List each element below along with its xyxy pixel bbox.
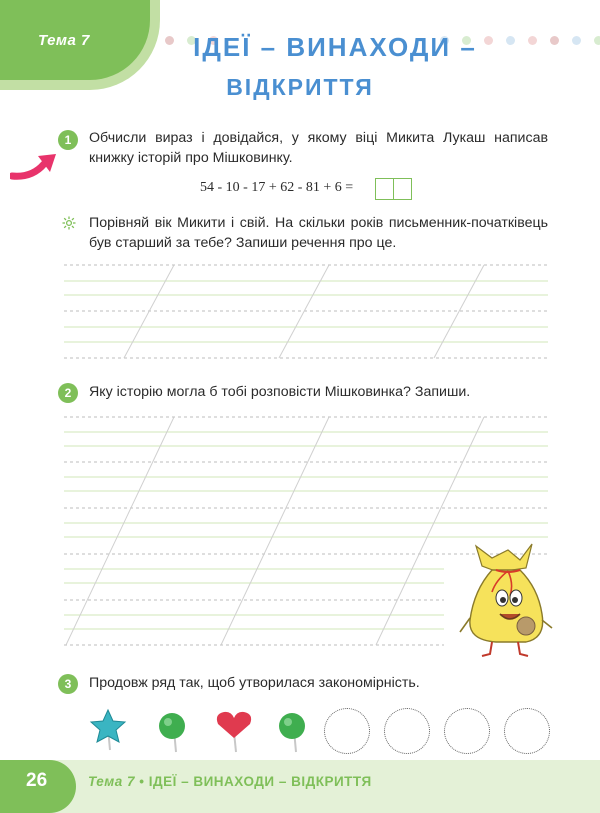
answer-box[interactable] [393, 178, 412, 200]
page-number: 26 [26, 770, 48, 791]
task-1-extra-text: Порівняй вік Микити і свій. На скільки років письменник-початківець був старший за тебе? Запиши речення про це. [89, 215, 548, 251]
task-2-text: Яку історію могла б тобі розповісти Мішковинка? Запиши. [89, 384, 471, 400]
topic-label: Тема 7 [38, 32, 90, 49]
mishkovynka-character-illustration [456, 540, 556, 660]
sun-star-icon [62, 216, 76, 230]
empty-answer-circle[interactable] [444, 708, 490, 754]
task-3-text: Продовж ряд так, щоб утворилася закономірність. [89, 675, 420, 691]
round-lollipop-icon [154, 710, 194, 754]
footer-topic-text: • ІДЕЇ – ВИНАХОДИ – ВІДКРИТТЯ [139, 774, 372, 789]
round-lollipop-icon [274, 710, 314, 754]
writing-lines-1[interactable] [64, 264, 548, 360]
page-title: ІДЕЇ – ВИНАХОДИ – [193, 32, 477, 62]
answer-boxes[interactable] [375, 178, 410, 200]
footer-topic [88, 774, 372, 789]
empty-answer-circle[interactable] [504, 708, 550, 754]
star-lollipop-icon [88, 708, 128, 752]
task-number-1: 1 [58, 130, 78, 150]
footer-topic-label: Тема 7 [88, 774, 135, 789]
empty-answer-circle[interactable] [384, 708, 430, 754]
empty-answer-circle[interactable] [324, 708, 370, 754]
task-1-text: Обчисли вираз і довідайся, у якому віці Микита Лукаш написав книжку історій про Мішковинку. [89, 130, 548, 166]
answer-box[interactable] [375, 178, 394, 200]
math-expression: 54 - 10 - 17 + 62 - 81 + 6 = [200, 180, 354, 195]
heart-lollipop-icon [212, 708, 256, 754]
task-number-3: 3 [58, 674, 78, 694]
page-title-line2: ВІДКРИТТЯ [226, 74, 374, 100]
task-number-2: 2 [58, 383, 78, 403]
pointer-arrow-icon [10, 152, 60, 182]
